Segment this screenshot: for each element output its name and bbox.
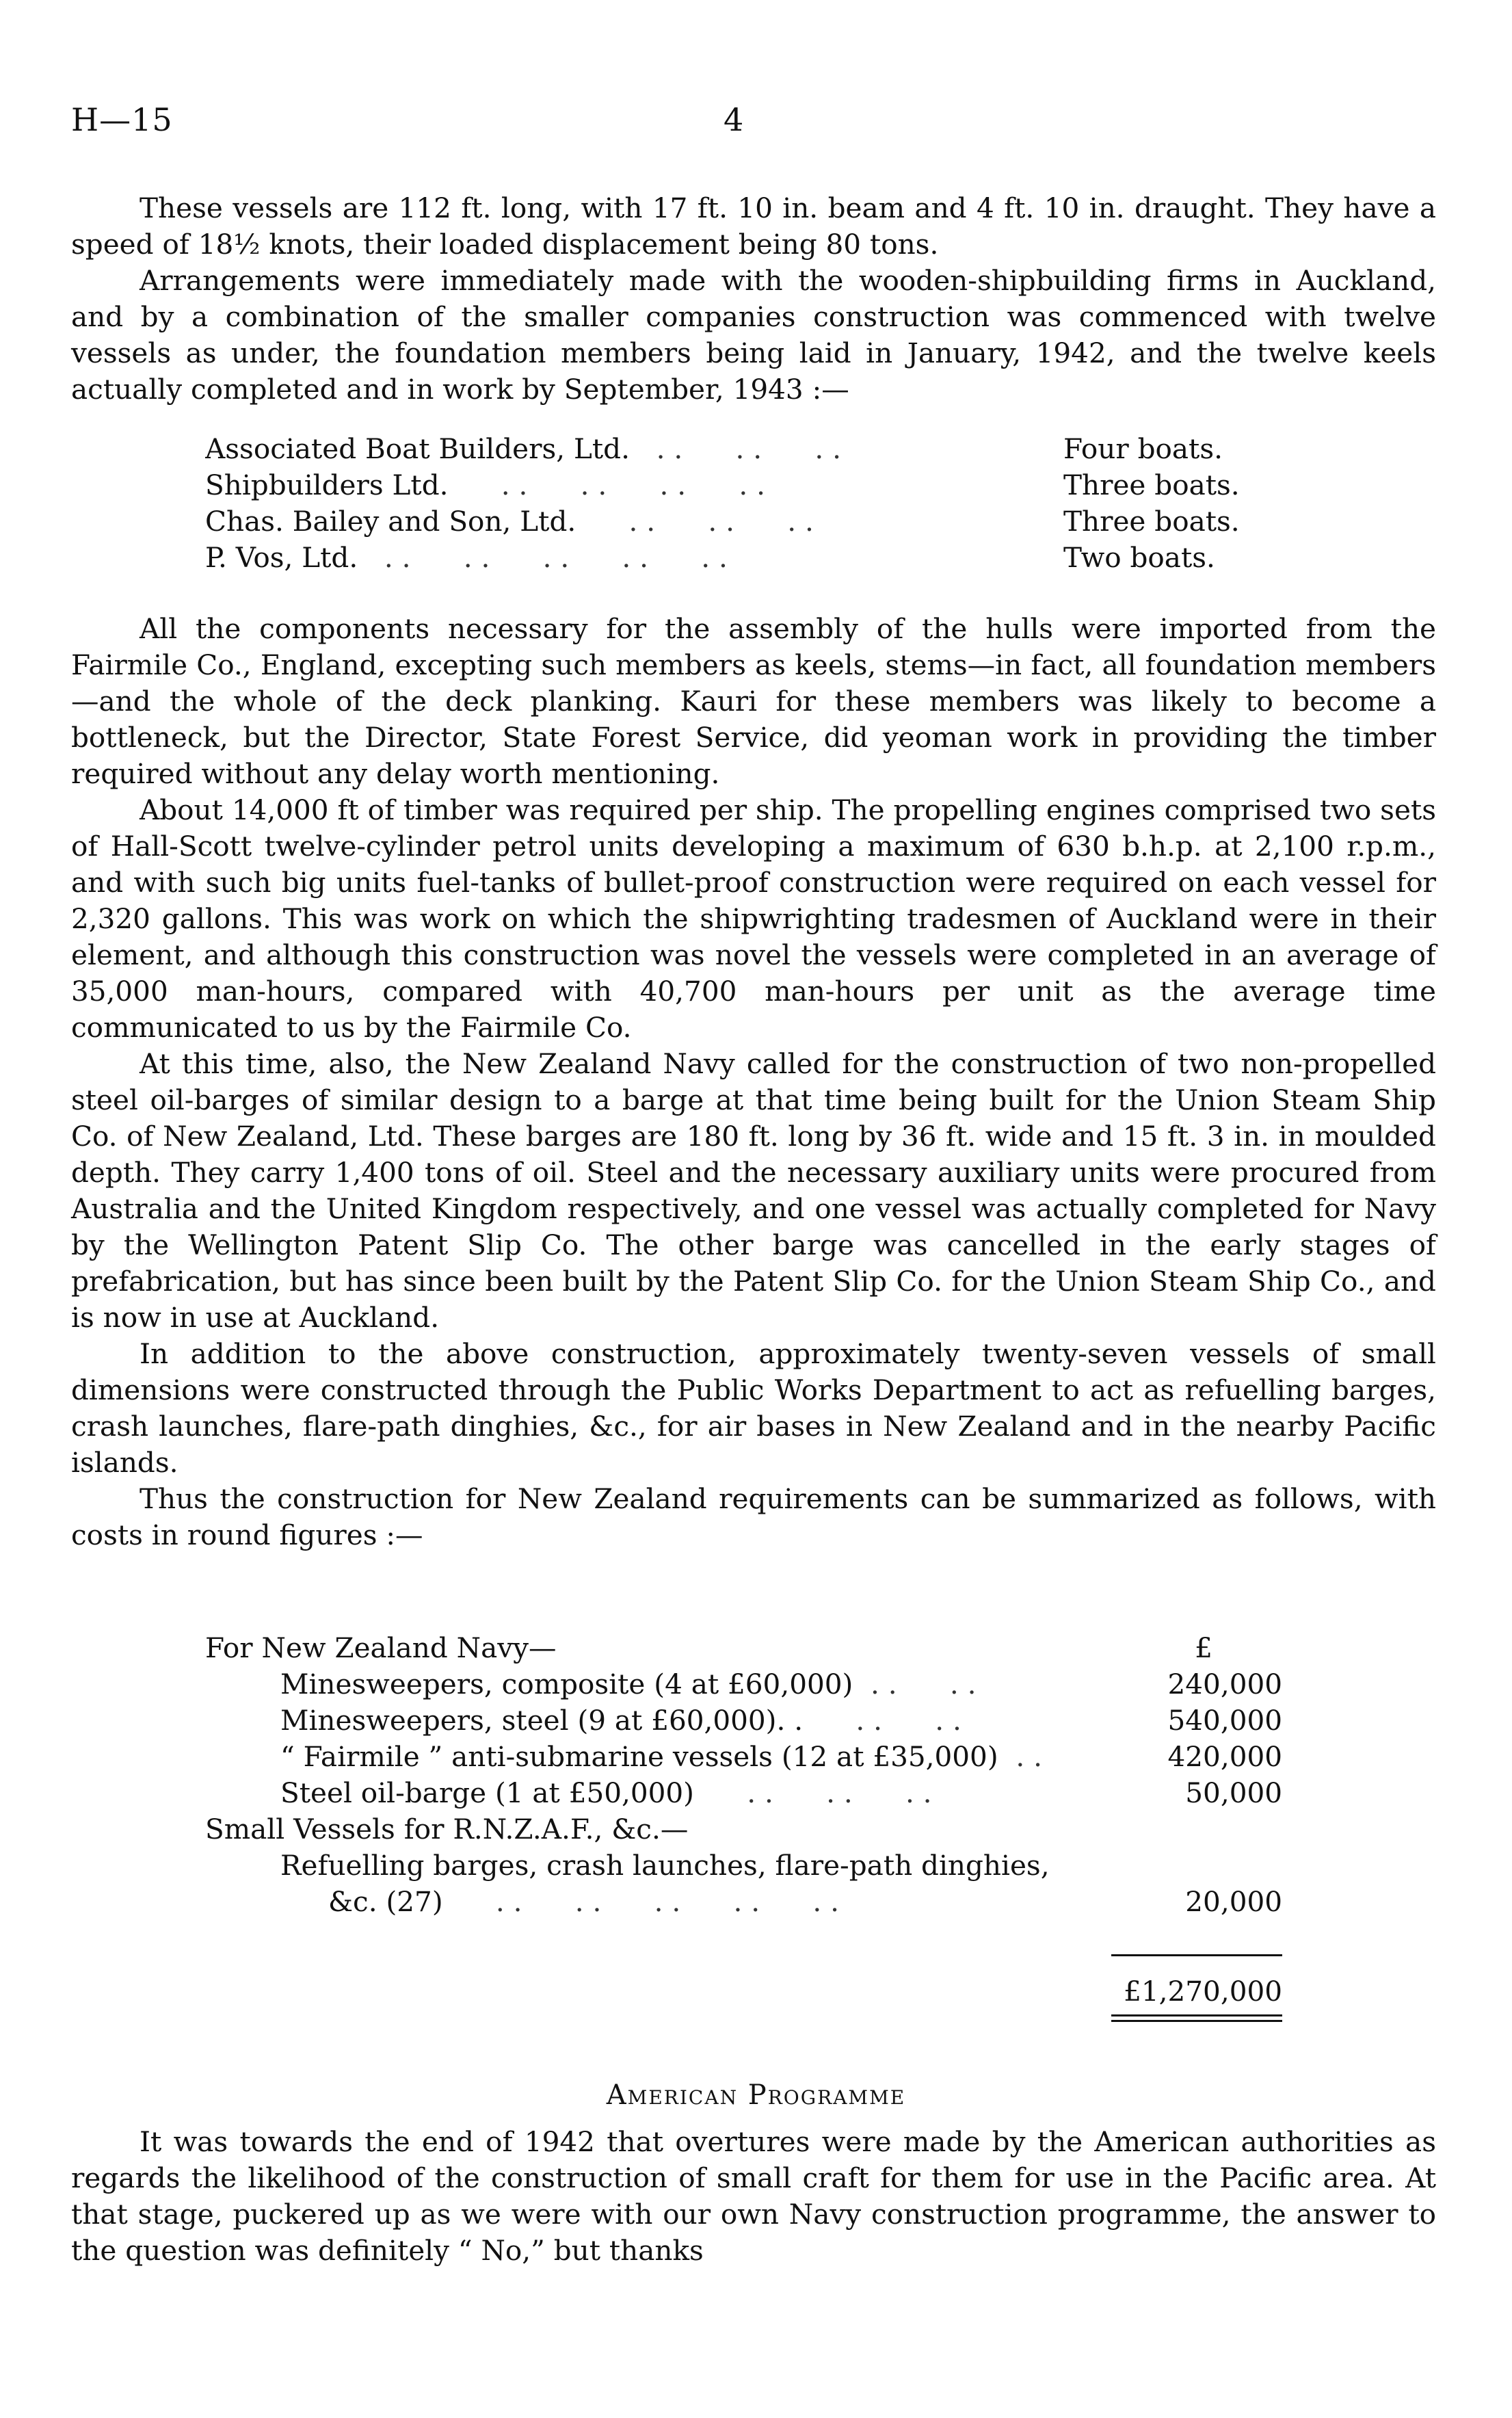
builder-name: Associated Boat Builders, Ltd. (205, 432, 630, 465)
rnzaf-heading: Small Vessels for R.N.Z.A.F., &c.— (205, 1813, 689, 1845)
leader-dots: . . . . . . . . . . (442, 1885, 839, 1918)
cost-label: “ Fairmile ” anti-submarine vessels (12 at £35,000) (280, 1740, 998, 1773)
cost-label: Minesweepers, steel (9 at £60,000). . (280, 1704, 804, 1737)
document-reference: H—15 (71, 101, 173, 138)
grand-total: £1,270,000 (1124, 1975, 1282, 2008)
cost-value: 540,000 (1167, 1704, 1282, 1737)
cost-heading-row (205, 1811, 1282, 1848)
leader-dots: . . . . . . (576, 505, 814, 538)
cost-label: Steel oil-barge (1 at £50,000) (280, 1776, 694, 1809)
cost-value: 50,000 (1185, 1776, 1282, 1809)
builder-name: P. Vos, Ltd. (205, 541, 358, 574)
navy-heading: For New Zealand Navy— (205, 1631, 557, 1664)
table-row (205, 1775, 1282, 1811)
leader-dots: . . . . . . (629, 432, 841, 465)
currency-symbol: £ (1195, 1631, 1212, 1664)
cost-value: 20,000 (1185, 1885, 1282, 1918)
total-double-rule-bottom (1111, 2020, 1282, 2022)
table-row (205, 1884, 1282, 1920)
builder-name: Chas. Bailey and Son, Ltd. (205, 505, 576, 538)
subtotal-rule (1111, 1954, 1282, 1956)
table-row (205, 1848, 1282, 1884)
section-heading: American Programme (606, 2079, 906, 2111)
main-text (71, 611, 1436, 1553)
paragraph-timber: About 14,000 ft of timber was required per ship. The propelling engines comprised two sets of Hall-Scott twelve-cylinder petrol units developing a maximum of 630 b.h.p. at 2,100 r.p.m., and with such big units fuel-tanks of bullet-proof construction were required on each vessel for 2,320 gallons. This was work on which the shipwrighting tradesmen of Auckland were in their element, and although this construction was novel the vessels were completed in an average of 35,000 man-hours, compared with 40,700 man-hours per unit as the average time communicated to us by the Fairmile Co. (71, 793, 1436, 1044)
final-text (71, 2124, 1436, 2269)
list-item (205, 503, 1368, 540)
paragraph-small-vessels: In addition to the above construction, approximately twenty-seven vessels of small dimensions were constructed through the Public Works Department to act as refuelling barges, crash launches, flare-path dinghies, &c., for air bases in New Zealand and in the nearby Pacific islands. (71, 1337, 1436, 1479)
builders-list (205, 431, 1368, 576)
leader-dots: . . . . . . (693, 1776, 932, 1809)
leader-dots: . . . . . . . . . . (358, 541, 728, 574)
builder-count: Three boats. (1063, 469, 1240, 501)
leader-dots: . . . . (853, 1668, 977, 1700)
table-row (205, 1703, 1282, 1739)
table-row (205, 1739, 1282, 1775)
paragraph-american-programme: It was towards the end of 1942 that overtures were made by the American authorities as regards the likelihood of the construction of small craft for them for use in the Pacific area. At that stage, puckered up as we were with our own Navy construction programme, the answer to the question was definitely “ No,” but thanks (71, 2125, 1436, 2267)
builder-count: Two boats. (1063, 541, 1215, 574)
paragraph-vessel-specs: These vessels are 112 ft. long, with 17 ft. 10 in. beam and 4 ft. 10 in. draught. They have a speed of 18½ knots, their loaded displacement being 80 tons. (71, 192, 1436, 261)
cost-label: &c. (27) (328, 1885, 443, 1918)
cost-heading-row (205, 1630, 1282, 1666)
builder-name: Shipbuilders Ltd. (205, 469, 449, 501)
paragraph-summary: Thus the construction for New Zealand requirements can be summarized as follows, with costs in round figures :— (71, 1482, 1436, 1551)
builder-count: Four boats. (1063, 432, 1223, 465)
list-item (205, 467, 1368, 503)
paragraph-components: All the components necessary for the assembly of the hulls were imported from the Fairmile Co., England, excepting such members as keels, stems—in fact, all foundation members—and the whole of the deck planking. Kauri for these members was likely to become a bottleneck, but the Director, State Forest Service, did yeoman work in providing the timber required without any delay worth mentioning. (71, 612, 1436, 790)
list-item (205, 540, 1368, 576)
cost-summary (205, 1630, 1282, 1920)
cost-label: Minesweepers, composite (4 at £60,000) (280, 1668, 853, 1700)
intro-text (71, 190, 1436, 408)
list-item (205, 431, 1368, 467)
builder-count: Three boats. (1063, 505, 1240, 538)
leader-dots: . . (998, 1740, 1042, 1773)
cost-label: Refuelling barges, crash launches, flare-path dinghies, (280, 1849, 1050, 1882)
table-row (205, 1666, 1282, 1703)
page-number: 4 (724, 101, 744, 138)
paragraph-oil-barges: At this time, also, the New Zealand Navy called for the construction of two non-propelled steel oil-barges of similar design to a barge at that time being built for the Union Steam Ship Co. of New Zealand, Ltd. These barges are 180 ft. long by 36 ft. wide and 15 ft. 3 in. in moulded depth. They carry 1,400 tons of oil. Steel and the necessary auxiliary units were procured from Australia and the United Kingdom respectively, and one vessel was actually completed for Navy by the Wellington Patent Slip Co. The other barge was cancelled in the early stages of prefabrication, but has since been built by the Patent Slip Co. for the Union Steam Ship Co., and is now in use at Auckland. (71, 1047, 1436, 1334)
leader-dots: . . . . (803, 1704, 961, 1737)
leader-dots: . . . . . . . . (448, 469, 765, 501)
total-double-rule-top (1111, 2014, 1282, 2016)
cost-value: 420,000 (1167, 1740, 1282, 1773)
cost-value: 240,000 (1167, 1668, 1282, 1700)
paragraph-arrangements: Arrangements were immediately made with the wooden-shipbuilding firms in Auckland, and by a combination of the smaller companies construction was commenced with twelve vessels as under, the foundation members being laid in January, 1942, and the twelve keels actually completed and in work by September, 1943 :— (71, 264, 1436, 406)
